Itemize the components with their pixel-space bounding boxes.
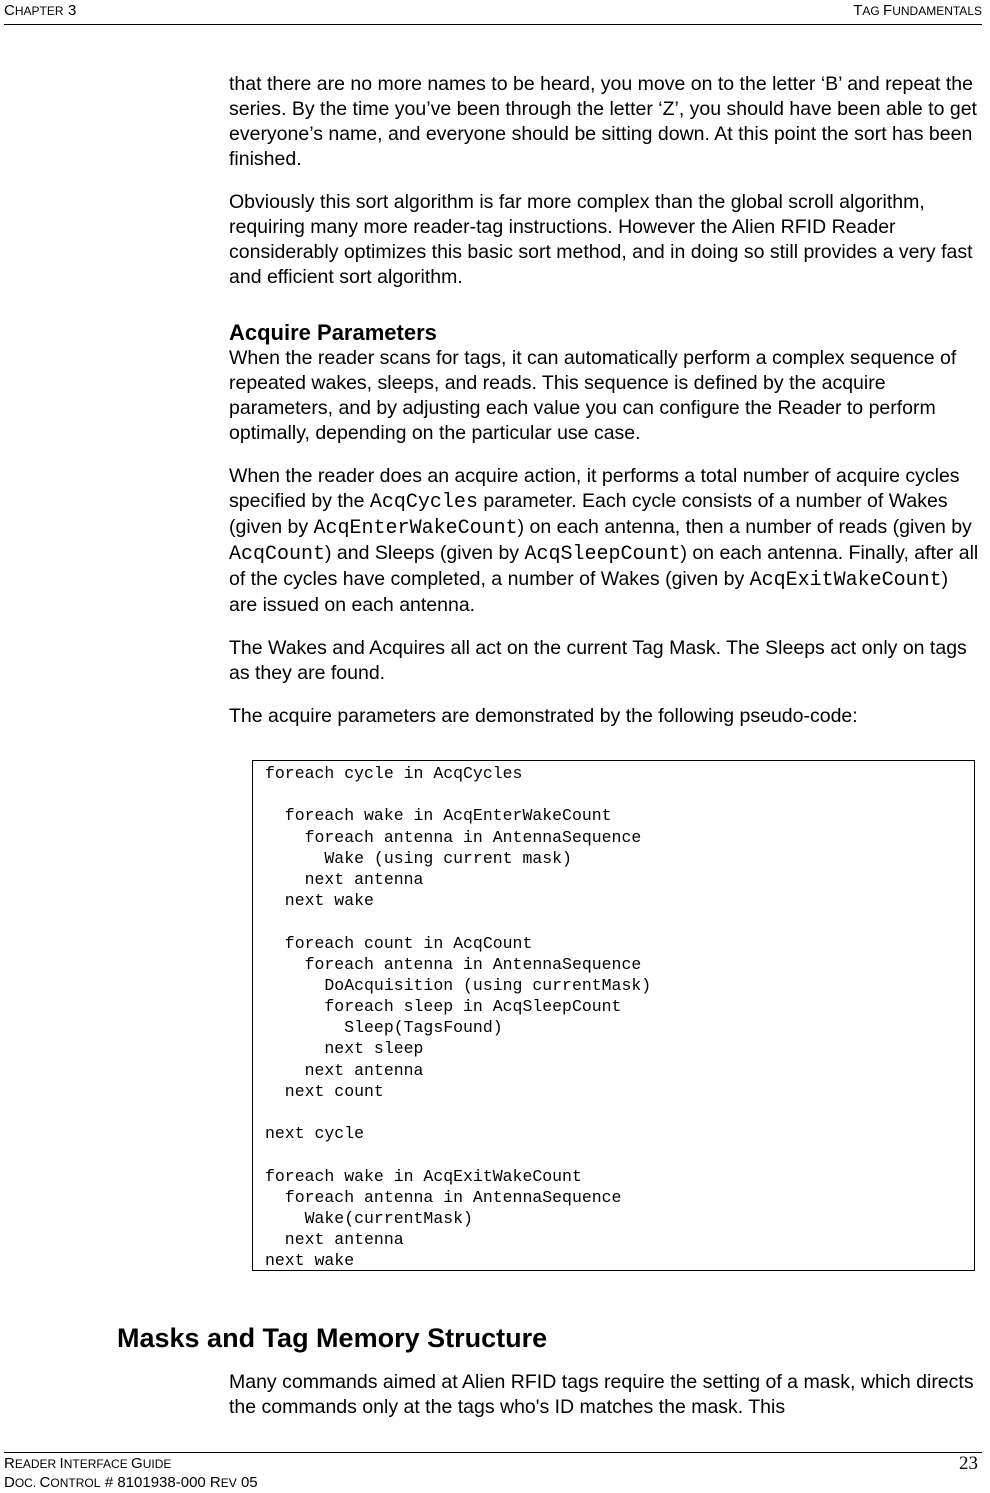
code-acqenterwakecount: AcqEnterWakeCount [313, 517, 518, 540]
text-run: ) on each antenna. Finally, after all of the cycles have completed, a number of Wakes (given by [229, 542, 979, 590]
code-line: next wake [265, 1251, 355, 1271]
text-run: ) on each antenna, then a number of reads (given by [517, 516, 972, 538]
code-line: Wake (using current mask) [265, 848, 572, 868]
code-line: next antenna [265, 1230, 404, 1250]
code-line: next antenna [265, 1060, 424, 1080]
code-line: Sleep(TagsFound) [265, 1018, 503, 1038]
masks-heading: Masks and Tag Memory Structure [117, 1323, 548, 1353]
acquire-cycles-paragraph [229, 464, 981, 618]
code-acqexitwakecount: AcqExitWakeCount [749, 569, 942, 592]
code-line: foreach antenna in AntennaSequence [265, 1187, 622, 1207]
code-line: foreach antenna in AntennaSequence [265, 954, 642, 974]
code-acqcycles: AcqCycles [369, 491, 478, 514]
paragraph-sort-end: that there are no more names to be heard, you move on to the letter ‘B’ and repeat the series. By the time you’ve been through the letter ‘Z’, you should have been able to get everyone’s name, and everyone should be sitting down. At this point the sort has been finished. [229, 73, 977, 170]
code-line: foreach antenna in AntennaSequence [265, 827, 642, 847]
page-header [4, 0, 982, 25]
code-line: next antenna [265, 869, 424, 889]
code-line: Wake(currentMask) [265, 1208, 473, 1228]
acquire-parameters-heading: Acquire Parameters [229, 320, 437, 345]
tag-mask-paragraph: The Wakes and Acquires all act on the current Tag Mask. The Sleeps act only on tags as they are found. [229, 637, 967, 684]
code-line [265, 784, 964, 805]
page-number: 23 [959, 1453, 978, 1474]
code-acqsleepcount: AcqSleepCount [524, 543, 681, 566]
code-line [265, 911, 964, 932]
code-line: foreach wake in AcqEnterWakeCount [265, 806, 612, 826]
code-line: foreach wake in AcqExitWakeCount [265, 1166, 582, 1186]
footer-doc-control: DOC. CONTROL # 8101938-000 REV 05 [4, 1474, 258, 1491]
text-run: ) and Sleeps (given by [325, 542, 525, 564]
text-run: parameter. Each cycle consists of a number of Wakes (given by [229, 490, 948, 538]
code-line: foreach count in AcqCount [265, 933, 533, 953]
masks-paragraph: Many commands aimed at Alien RFID tags require the setting of a mask, which directs the commands only at the tags who's ID matches the mask. This [229, 1371, 974, 1418]
code-line: next cycle [265, 1124, 365, 1144]
footer-guide-title: READER INTERFACE GUIDE [4, 1455, 172, 1472]
acquire-intro: When the reader scans for tags, it can automatically perform a complex sequence of repeated wakes, sleeps, and reads. This sequence is defined by the acquire parameters, and by adjusting each value you can configure the Reader to perform optimally, depending on the particular use case. [229, 347, 957, 444]
section-label: TAG FUNDAMENTALS [853, 2, 982, 19]
code-line: next sleep [265, 1039, 424, 1059]
code-line [265, 1144, 964, 1165]
text-run: When the reader does an acquire action, it performs a total number of acquire cycles specified by the [229, 465, 960, 512]
code-acqcount: AcqCount [229, 543, 326, 566]
code-line [265, 1102, 964, 1123]
page-footer [4, 1452, 982, 1493]
pseudo-code-box [252, 760, 975, 1271]
paragraph-sort-complexity: Obviously this sort algorithm is far more complex than the global scroll algorithm, requiring many more reader-tag instructions. However the Alien RFID Reader considerably optimizes this basic sort method, and in doing so still provides a very fast and efficient sort algorithm. [229, 191, 973, 288]
text-run: ) are issued on each antenna. [229, 568, 949, 616]
code-line: foreach cycle in AcqCycles [265, 764, 523, 783]
body-text [229, 72, 981, 747]
pseudo-code-intro: The acquire parameters are demonstrated by the following pseudo-code: [229, 705, 858, 727]
chapter-label: CHAPTER 3 [4, 2, 77, 19]
code-line: next count [265, 1081, 384, 1101]
code-line: DoAcquisition (using currentMask) [265, 975, 652, 995]
code-line: foreach sleep in AcqSleepCount [265, 997, 622, 1017]
code-line: next wake [265, 891, 374, 911]
